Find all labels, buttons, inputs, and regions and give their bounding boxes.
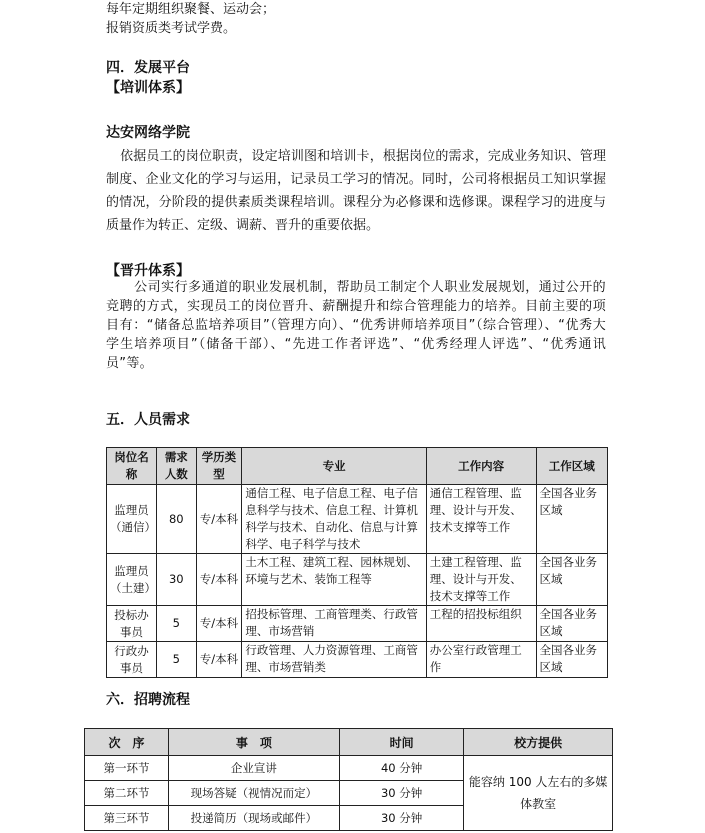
cell-post: 投标办事员 <box>107 606 157 642</box>
cell-count: 80 <box>157 485 196 554</box>
cell-education: 专/本科 <box>196 642 242 678</box>
header-major: 专业 <box>242 448 426 485</box>
header-education: 学历类型 <box>196 448 242 485</box>
cell-item: 投递简历（现场或邮件） <box>168 806 339 831</box>
staffing-table <box>106 447 608 678</box>
cell-time: 30 分钟 <box>339 806 463 831</box>
cell-major: 行政管理、人力资源管理、工商管理、市场营销类 <box>242 642 426 678</box>
table-row <box>85 756 613 781</box>
staffing-header-row <box>107 448 608 485</box>
cell-count: 5 <box>157 642 196 678</box>
cell-content: 通信工程管理、监理、设计与开发、技术支撑等工作 <box>426 485 536 554</box>
cell-count: 30 <box>157 554 196 606</box>
section-title-staffing: 五．人员需求 <box>106 412 190 428</box>
cell-content: 土建工程管理、监理、设计与开发、技术支撑等工作 <box>426 554 536 606</box>
cell-step: 第三环节 <box>85 806 169 831</box>
training-system-header: 【培训体系】 <box>106 80 190 96</box>
training-paragraph: 依据员工的岗位职责，设定培训图和培训卡，根据岗位的需求，完成业务知识、管理制度、企业文化的学习与运用，记录员工学习的情况。同时，公司将根据员工知识掌握的情况，分阶段的提供素质类课程培训。课程分为必修课和选修课。课程学习的进度与质量作为转正、定级、调薪、晋升的重要依据。 <box>106 149 606 233</box>
header-order: 次 序 <box>85 729 169 756</box>
cell-area: 全国各业务区域 <box>536 554 607 606</box>
cell-major: 土木工程、建筑工程、园林规划、环境与艺术、装饰工程等 <box>242 554 426 606</box>
cell-post: 行政办事员 <box>107 642 157 678</box>
cell-item: 企业宣讲 <box>168 756 339 781</box>
header-item: 事 项 <box>168 729 339 756</box>
header-content: 工作内容 <box>426 448 536 485</box>
cell-time: 40 分钟 <box>339 756 463 781</box>
cell-education: 专/本科 <box>196 554 242 606</box>
cell-education: 专/本科 <box>196 485 242 554</box>
header-time: 时间 <box>339 729 463 756</box>
table-row <box>107 554 608 606</box>
benefit-line-gatherings: 每年定期组织聚餐、运动会； <box>106 2 276 17</box>
table-row <box>107 606 608 642</box>
cell-content: 工程的招投标组织 <box>426 606 536 642</box>
header-count: 需求人数 <box>157 448 196 485</box>
cell-post: 监理员（土建） <box>107 554 157 606</box>
header-area: 工作区域 <box>536 448 607 485</box>
benefit-line-exam-fees: 报销资质类考试学费。 <box>106 21 237 36</box>
promotion-system-header: 【晋升体系】 <box>106 263 190 279</box>
cell-step: 第一环节 <box>85 756 169 781</box>
cell-content: 办公室行政管理工作 <box>426 642 536 678</box>
promotion-paragraph: 公司实行多通道的职业发展机制，帮助员工制定个人职业发展规划，通过公开的竞聘的方式，实现员工的岗位晋升、薪酬提升和综合管理能力的培养。目前主要的项目有：“储备总监培养项目”（管理方向）、“优秀讲师培养项目”（综合管理）、“优秀大学生培养项目”（储备干部）、“先进工作者评选”、“优秀经理人评选”、“优秀通讯员”等。 <box>106 280 606 371</box>
header-post: 岗位名称 <box>107 448 157 485</box>
table-row <box>107 485 608 554</box>
cell-time: 30 分钟 <box>339 781 463 806</box>
cell-school-provides: 能容纳 100 人左右的多媒体教室 <box>464 756 613 831</box>
cell-education: 专/本科 <box>196 606 242 642</box>
cell-major: 招投标管理、工商管理类、行政管理、市场营销 <box>242 606 426 642</box>
cell-count: 5 <box>157 606 196 642</box>
section-title-recruitment-process: 六．招聘流程 <box>106 692 190 708</box>
cell-major: 通信工程、电子信息工程、电子信息科学与技术、信息工程、计算机科学与技术、自动化、信息与计算科学、电子科学与技术 <box>242 485 426 554</box>
table-row <box>107 642 608 678</box>
header-school-provides: 校方提供 <box>464 729 613 756</box>
cell-area: 全国各业务区域 <box>536 642 607 678</box>
process-header-row <box>85 729 613 756</box>
academy-title: 达安网络学院 <box>106 125 190 141</box>
cell-area: 全国各业务区域 <box>536 485 607 554</box>
cell-item: 现场答疑（视情况而定） <box>168 781 339 806</box>
cell-step: 第二环节 <box>85 781 169 806</box>
recruitment-process-table <box>84 728 613 831</box>
cell-area: 全国各业务区域 <box>536 606 607 642</box>
section-title-development: 四．发展平台 <box>106 60 190 76</box>
cell-post: 监理员（通信） <box>107 485 157 554</box>
